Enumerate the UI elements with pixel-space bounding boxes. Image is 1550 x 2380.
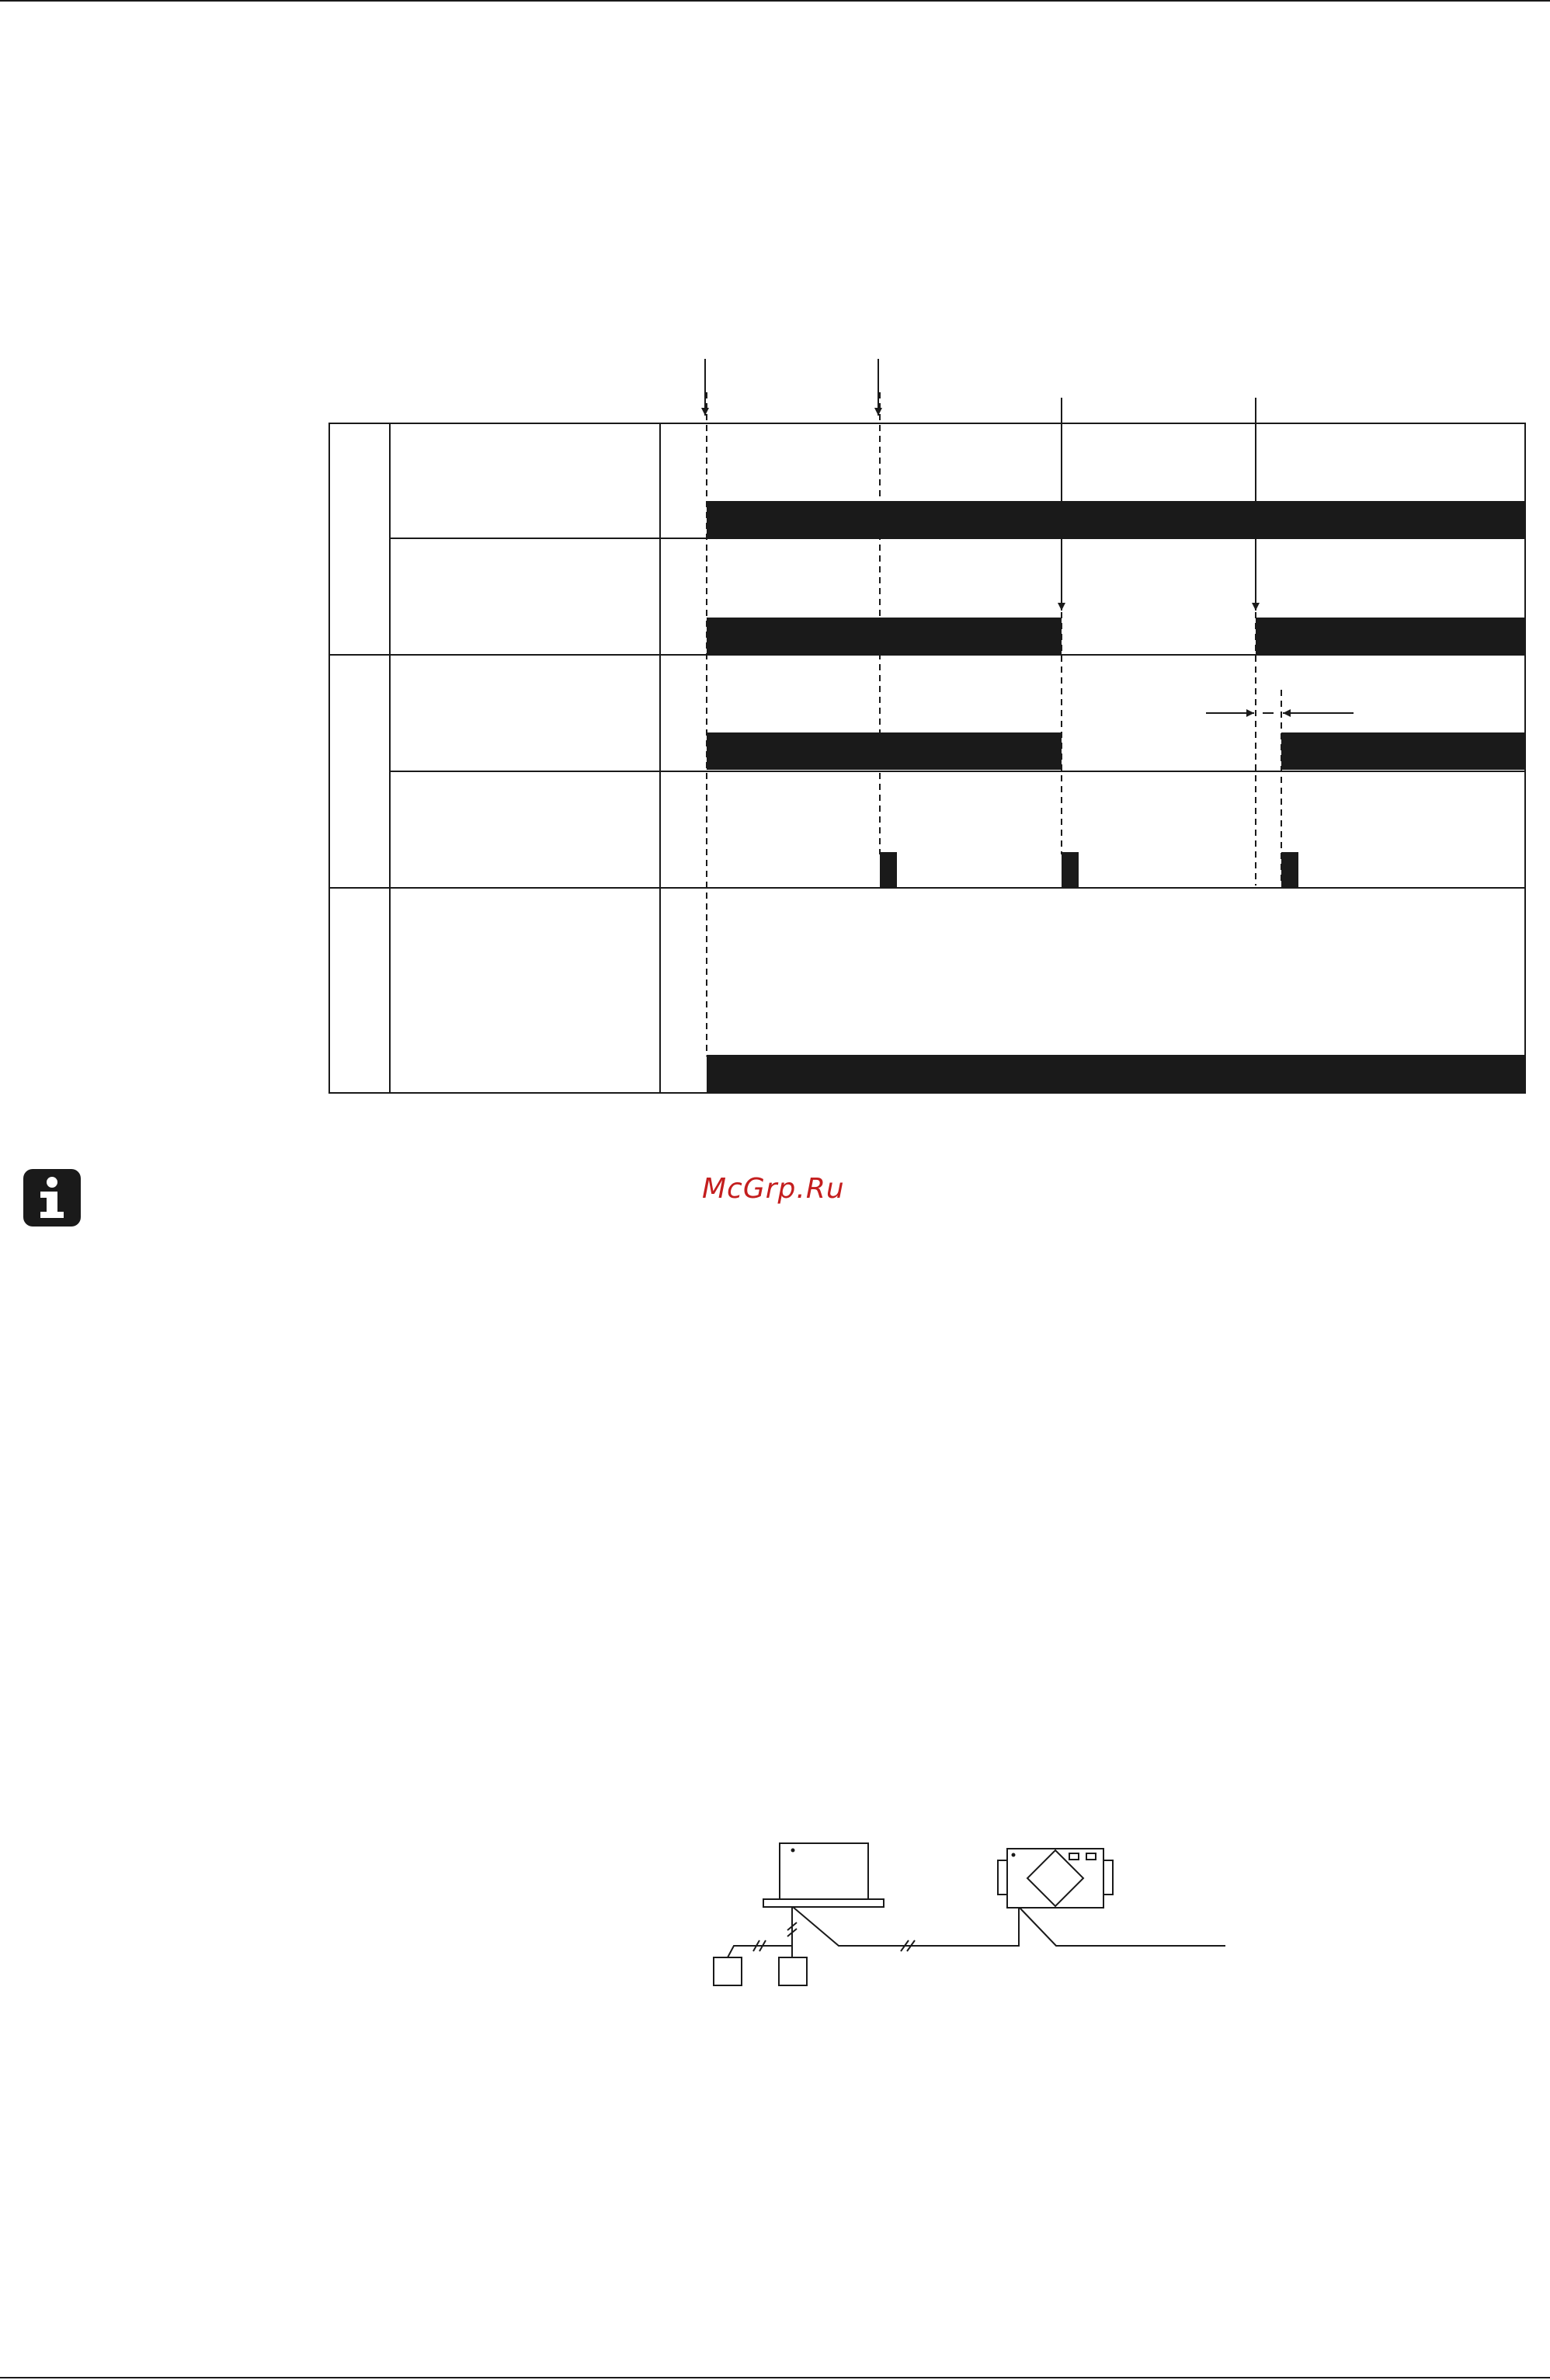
watermark: McGrp.Ru — [702, 1173, 845, 1205]
remote-cable-branch — [728, 1946, 792, 1957]
power-cable — [1020, 1908, 1225, 1946]
connection-cable-indoor-outdoor — [793, 1907, 1019, 1946]
outdoor-unit-left-tab — [998, 1860, 1007, 1895]
outdoor-unit-right-tab — [1103, 1860, 1113, 1895]
remote-controller-1 — [714, 1957, 742, 1985]
outdoor-unit-dot — [1012, 1853, 1016, 1857]
indoor-unit-base — [763, 1899, 884, 1907]
indoor-unit-dot — [791, 1849, 795, 1853]
bottom-page-rule — [0, 2377, 1550, 2378]
remote-controller-2 — [779, 1957, 807, 1985]
outdoor-unit-body — [1007, 1849, 1103, 1908]
